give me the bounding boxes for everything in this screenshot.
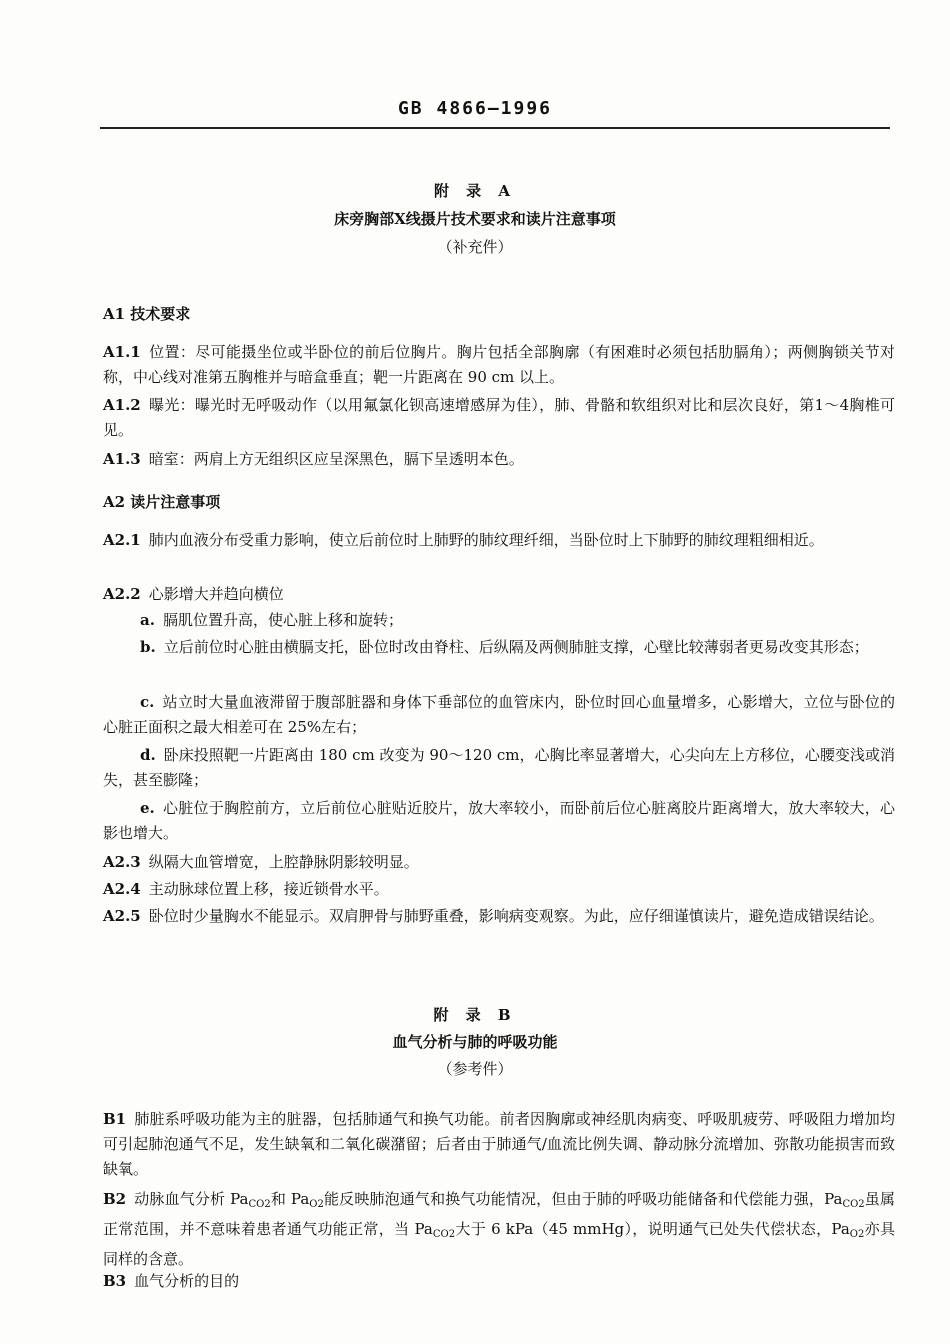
section-a1-heading: A1 技术要求	[103, 305, 191, 323]
paragraph-b3	[103, 1269, 895, 1294]
para-text: 动脉血气分析 Pa	[134, 1190, 249, 1208]
paragraph-a2-3	[103, 850, 895, 875]
paragraph-a1-2	[103, 393, 895, 443]
subscript: CO2	[248, 1199, 271, 1210]
paragraph-a1-1	[103, 340, 895, 390]
para-label: c.	[140, 693, 155, 711]
appendix-b-note: （参考件）	[437, 1060, 513, 1078]
paragraph-a2-2-c	[103, 690, 895, 740]
para-label: b.	[140, 638, 156, 656]
para-text: 站立时大量血液滞留于腹部脏器和身体下垂部位的血管床内，卧位时回心血量增多，心影增大，立位与卧位的心脏正面积之最大相差可在 25%左右；	[103, 693, 895, 736]
para-label: d.	[140, 746, 156, 764]
para-label: B3	[103, 1272, 127, 1290]
paragraph-a2-5	[103, 904, 895, 929]
appendix-a-subtitle: 床旁胸部X线摄片技术要求和读片注意事项	[334, 210, 616, 228]
para-label: B2	[103, 1190, 127, 1208]
appendix-b-subtitle: 血气分析与肺的呼吸功能	[392, 1033, 558, 1051]
para-text: 膈肌位置升高，使心脏上移和旋转；	[162, 611, 403, 629]
subscript: CO2	[432, 1229, 456, 1240]
para-text: 心影增大并趋向横位	[148, 585, 284, 603]
para-label: A2.2	[103, 585, 141, 603]
para-text: 血气分析的目的	[134, 1272, 240, 1290]
para-text: 大于 6 kPa（45 mmHg），说明通气已处失代偿状态，Pa	[455, 1220, 850, 1238]
header-divider	[100, 127, 890, 129]
para-label: A2.5	[103, 907, 141, 925]
para-text: 暗室：两肩上方无组织区应呈深黑色，膈下呈透明本色。	[148, 450, 524, 468]
para-text: 主动脉球位置上移，接近锁骨水平。	[148, 880, 389, 898]
para-label: a.	[140, 611, 155, 629]
subscript: CO2	[842, 1199, 865, 1210]
para-text: 位置：尽可能摄坐位或半卧位的前后位胸片。胸片包括全部胸廓（有困难时必须包括肋膈角）；两侧胸锁关节对称，中心线对准第五胸椎并与暗盒垂直；靶一片距离在 90 cm 以上。	[103, 343, 895, 386]
paragraph-a2-2	[103, 582, 895, 607]
para-label: A2.3	[103, 853, 141, 871]
para-text: 能反映肺泡通气和换气功能情况，但由于肺的呼吸功能储备和代偿能力强，Pa	[323, 1190, 843, 1208]
appendix-a-title: 附 录 A	[433, 182, 517, 200]
paragraph-b1	[103, 1107, 895, 1182]
para-text: 肺内血液分布受重力影响，使立后前位时上肺野的肺纹理纤细，当卧位时上下肺野的肺纹理粗细相近。	[148, 531, 824, 549]
para-text: 亦具同样的含意。	[103, 1220, 895, 1268]
para-label: A2.1	[103, 531, 141, 549]
para-label: e.	[140, 799, 155, 817]
appendix-b-title: 附 录 B	[433, 1006, 517, 1024]
paragraph-a2-4	[103, 877, 895, 902]
para-label: A2.4	[103, 880, 141, 898]
paragraph-a1-3	[103, 447, 895, 472]
para-text: 纵隔大血管增宽，上腔静脉阴影较明显。	[148, 853, 419, 871]
section-a2-heading: A2 读片注意事项	[103, 493, 221, 511]
appendix-a-note: （补充件）	[437, 238, 513, 256]
para-label: A1.1	[103, 343, 141, 361]
para-label: A1.3	[103, 450, 141, 468]
paragraph-a2-2-a	[103, 608, 895, 633]
standard-code: GB 4866—1996	[397, 98, 553, 119]
subscript: O2	[309, 1199, 324, 1210]
paragraph-b2	[103, 1187, 895, 1272]
para-text: 心脏位于胸腔前方，立后前位心脏贴近胶片，放大率较小，而卧前后位心脏离胶片距离增大，放大率较大，心影也增大。	[103, 799, 895, 842]
para-text: 虽属正常范围，并不意味着患者通气功能正常，当 Pa	[103, 1190, 895, 1238]
para-text: 曝光：曝光时无呼吸动作（以用氟氯化钡高速增感屏为佳），肺、骨骼和软组织对比和层次良好，第1～4胸椎可见。	[103, 396, 895, 439]
paragraph-a2-2-d	[103, 743, 895, 793]
para-text: 立后前位时心脏由横膈支托，卧位时改由脊柱、后纵隔及两侧肺脏支撑，心壁比较薄弱者更易改变其形态；	[163, 638, 869, 656]
para-label: B1	[103, 1110, 127, 1128]
para-text: 肺脏系呼吸功能为主的脏器，包括肺通气和换气功能。前者因胸廓或神经肌肉病变、呼吸肌疲劳、呼吸阻力增加均可引起肺泡通气不足，发生缺氧和二氧化碳潴留；后者由于肺通气/血流比例失调、静动脉分流增加、弥散功能损害而致缺氧。	[103, 1110, 895, 1178]
para-text: 卧位时少量胸水不能显示。双肩胛骨与肺野重叠，影响病变观察。为此，应仔细谨慎读片，避免造成错误结论。	[148, 907, 884, 925]
paragraph-a2-1	[103, 528, 895, 553]
paragraph-a2-2-b	[103, 635, 895, 660]
para-label: A1.2	[103, 396, 141, 414]
para-text: 卧床投照靶一片距离由 180 cm 改变为 90～120 cm，心胸比率显著增大，心尖向左上方移位，心腰变浅或消失，甚至膨隆；	[103, 746, 895, 789]
para-text: 和 Pa	[270, 1190, 310, 1208]
subscript: O2	[849, 1229, 865, 1240]
paragraph-a2-2-e	[103, 796, 895, 846]
